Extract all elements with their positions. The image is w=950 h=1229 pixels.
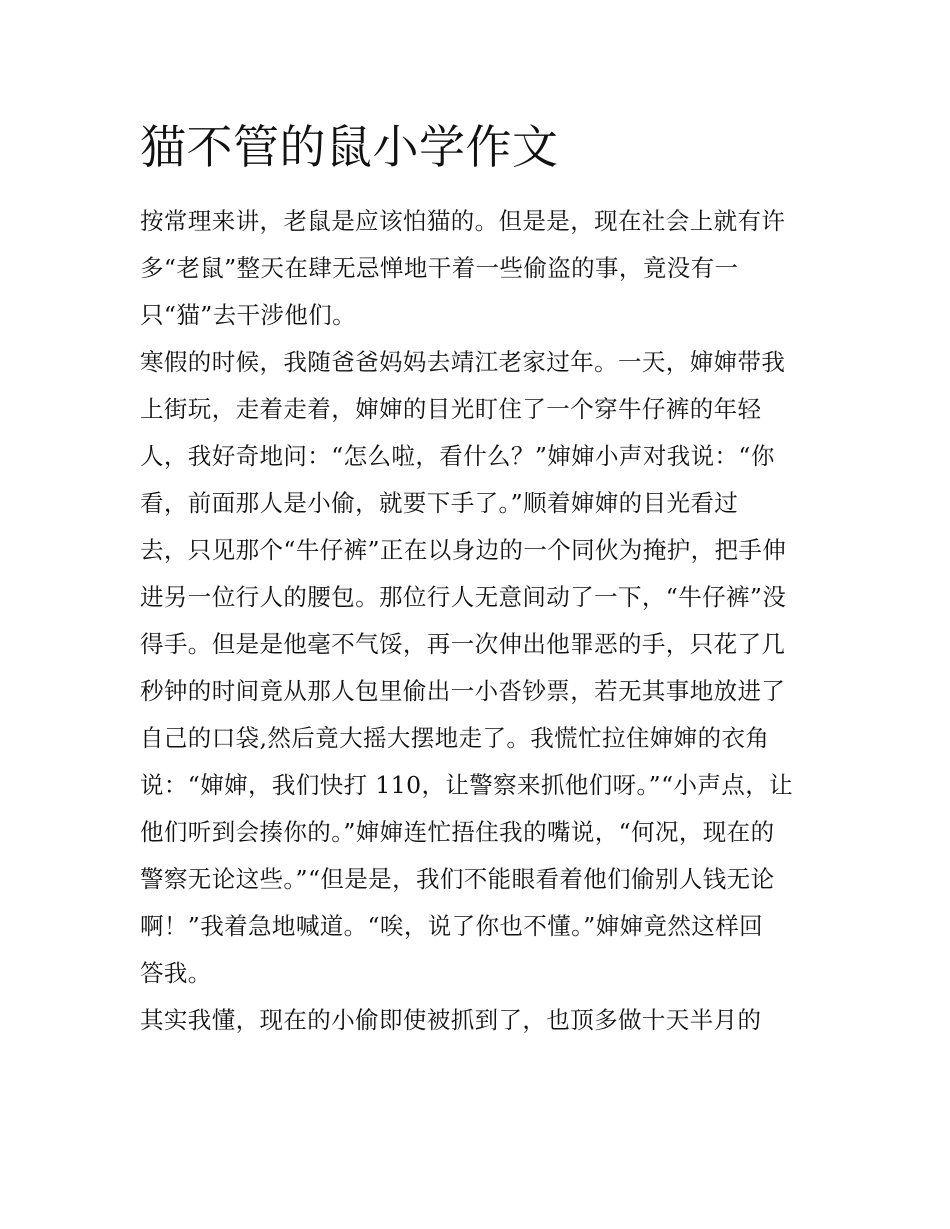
body-line: 警察无论这些。”“但是是，我们不能眼看着他们偷别人钱无论 xyxy=(140,865,775,893)
body-line: 看，前面那人是小偷，就要下手了。”顺着婶婶的目光看过 xyxy=(140,489,739,517)
body-line: 答我。 xyxy=(140,959,212,987)
body-line: 说：“婶婶，我们快打 110，让警察来抓他们呀。”“小声点，让 xyxy=(140,771,794,799)
body-line: 啊！”我着急地喊道。“唉，说了你也不懂。”婶婶竟然这样回 xyxy=(140,912,763,940)
body-line: 去，只见那个“牛仔裤”正在以身边的一个同伙为掩护，把手伸 xyxy=(140,536,787,564)
body-line: 寒假的时候，我随爸爸妈妈去靖江老家过年。一天，婶婶带我 xyxy=(140,348,786,376)
body-line: 自己的口袋,然后竟大摇大摆地走了。我慌忙拉住婶婶的衣角 xyxy=(140,724,770,752)
body-line: 得手。但是是他毫不气馁，再一次伸出他罪恶的手，只花了几 xyxy=(140,630,786,658)
body-line: 他们听到会揍你的。”婶婶连忙捂住我的嘴说，“何况，现在的 xyxy=(140,818,775,846)
body-line: 按常理来讲，老鼠是应该怕猫的。但是是，现在社会上就有许 xyxy=(140,207,786,235)
document-body xyxy=(140,198,820,1044)
body-line: 只“猫”去干涉他们。 xyxy=(140,301,357,329)
document-title: 猫不管的鼠小学作文 xyxy=(140,120,559,174)
body-line: 人，我好奇地问：“怎么啦，看什么？”婶婶小声对我说：“你 xyxy=(140,442,775,470)
body-line: 其实我懂，现在的小偷即使被抓到了，也顶多做十天半月的 xyxy=(140,1006,762,1034)
body-line: 秒钟的时间竟从那人包里偷出一小沓钞票，若无其事地放进了 xyxy=(140,677,786,705)
body-line: 上街玩，走着走着，婶婶的目光盯住了一个穿牛仔裤的年轻 xyxy=(140,395,762,423)
body-line: 多“老鼠”整天在肆无忌惮地干着一些偷盗的事，竟没有一 xyxy=(140,254,739,282)
body-line: 进另一位行人的腰包。那位行人无意间动了一下，“牛仔裤”没 xyxy=(140,583,787,611)
